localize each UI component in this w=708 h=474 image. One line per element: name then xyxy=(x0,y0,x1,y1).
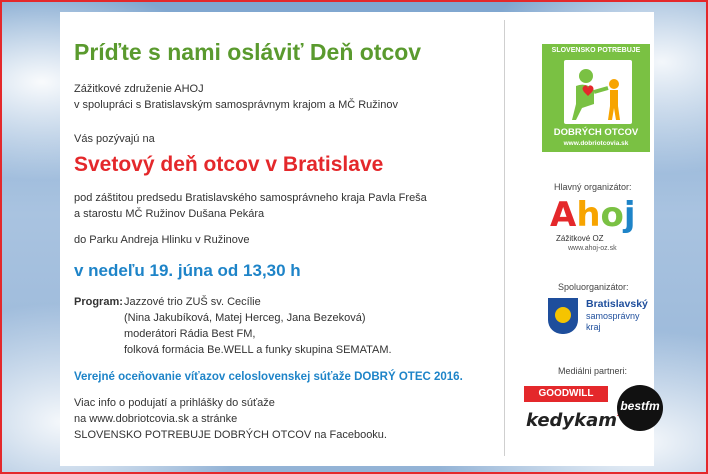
cooperation-line: v spolupráci s Bratislavským samosprávnym krajom a MČ Ružinov xyxy=(74,99,398,111)
organizer-line: Zážitkové združenie AHOJ xyxy=(74,83,204,95)
program-item: (Nina Jakubíková, Matej Herceg, Jana Bezeková) xyxy=(124,312,366,324)
column-divider xyxy=(504,20,505,456)
program-item: Jazzové trio ZUŠ sv. Cecílie xyxy=(124,296,261,308)
logo-top-text: SLOVENSKO POTREBUJE xyxy=(551,47,641,54)
event-title: Svetový deň otcov v Bratislave xyxy=(74,153,384,176)
ahoj-letter: A xyxy=(550,195,577,235)
info-line-3: SLOVENSKO POTREBUJE DOBRÝCH OTCOV na Facebooku. xyxy=(74,429,387,441)
media-partners-label: Mediálni partneri: xyxy=(558,366,628,376)
ahoj-letter: h xyxy=(576,195,601,235)
info-line-1: Viac info o podujatí a prihlášky do súťaže xyxy=(74,397,275,409)
patron-line-2: a starostu MČ Ružinov Dušana Pekára xyxy=(74,208,265,220)
father-child-icon xyxy=(564,60,632,124)
main-organizer-label: Hlavný organizátor: xyxy=(554,182,632,192)
info-line-2: na www.dobriotcovia.sk a stránke xyxy=(74,413,238,425)
dobri-otcovia-logo xyxy=(542,44,650,152)
ahoj-letter: o xyxy=(600,195,624,235)
bsk-crest-emblem-icon xyxy=(555,307,571,323)
bsk-line-3: kraj xyxy=(586,322,601,332)
patron-line-1: pod záštitou predsedu Bratislavského samosprávneho kraja Pavla Freša xyxy=(74,192,427,204)
kedykam-logo xyxy=(526,410,626,431)
ahoj-url: www.ahoj-oz.sk xyxy=(568,245,617,252)
ahoj-letter: j xyxy=(623,195,636,235)
place-line: do Parku Andreja Hlinku v Ružinove xyxy=(74,234,250,246)
goodwill-logo: GOODWILL xyxy=(524,386,608,402)
bsk-name: Bratislavský xyxy=(586,298,648,310)
co-organizer-label: Spoluorganizátor: xyxy=(558,282,629,292)
program-label: Program: xyxy=(74,296,123,308)
kedykam-text: kedykam xyxy=(526,410,618,431)
invite-line: Vás pozývajú na xyxy=(74,133,155,145)
ahoj-subtitle: Zážitkové OZ xyxy=(556,234,604,243)
bestfm-text: bestfm xyxy=(620,399,660,413)
program-item: folková formácia Be.WELL a funky skupina SEMATAM. xyxy=(124,344,392,356)
logo-url: www.dobriotcovia.sk xyxy=(563,140,629,147)
logo-bottom-text: DOBRÝCH OTCOV xyxy=(553,127,639,138)
event-datetime: v nedeľu 19. júna od 13,30 h xyxy=(74,261,301,280)
ahoj-logo xyxy=(550,196,636,234)
bsk-line-2: samosprávny xyxy=(586,311,640,321)
main-heading: Príďte s nami osláviť Deň otcov xyxy=(74,39,422,65)
award-highlight: Verejné oceňovanie víťazov celoslovenskej súťaže DOBRÝ OTEC 2016. xyxy=(74,371,463,383)
program-item: moderátori Rádia Best FM, xyxy=(124,328,256,340)
